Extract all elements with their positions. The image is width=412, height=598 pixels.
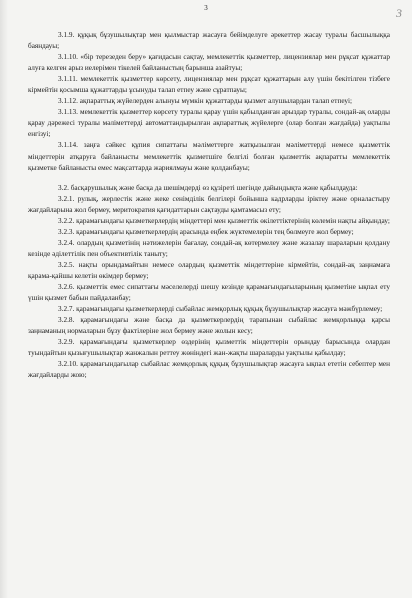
paragraph-3-2-4: 3.2.4. олардың қызметінің нәтижелерін бағалау, сондай-ақ көтермелеу және жазалау шараларын қолдану кезінде әділеттілік пен объективтілік таныту;	[28, 238, 390, 258]
paragraph-3-2-1: 3.2.1. рулық, жерлестік және жеке сенімділік белгілері бойынша кадрларды іріктеу және орналастыру жағдайларына жол бермеу, меритократия қағидаттарын сақтауды қамтамасыз ету;	[28, 194, 390, 214]
handwritten-page-mark: 3	[396, 6, 402, 20]
paragraph-3-2-8: 3.2.8. қарамағындағы және басқа да қызметкерлердің тарапынан сыбайлас жемқорлыққа қарсы заңнаманың нормаларын бұзу фактілеріне жол бермеу және жолын кесу;	[28, 316, 390, 336]
paragraph-3-2-7: 3.2.7. қарамағындағы қызметкерлерді сыбайлас жемқорлық құқық бұзушылықтар жасауға мәжбүрлемеу;	[58, 305, 383, 314]
paragraph-3-2-5: 3.2.5. нақты орындамайтын немесе олардың қызметтік міндеттеріне кірмейтін, сондай-ақ заңнамаға қарама-қайшы келетін өкімдер бермеу;	[28, 260, 390, 280]
paragraph-3-1-11: 3.1.11. мемлекеттік қызметтер көрсету, лицензиялар мен рұқсат құжаттарын алу үшін бекітілген тізбеге кірмейтін қосымша құжаттарды ұсынуды талап етпеу және сұратпауы;	[28, 75, 390, 95]
paragraph-3-2-9: 3.2.9. қарамағындағы қызметкерлер өздерінің қызметтік міндеттерін орындау барысында олардан туындайтын қызығушылықтар жанжалын реттеу жөніндегі жан-жақты шараларды уақтылы қабылдау;	[28, 338, 390, 358]
paragraph-3-2-3: 3.2.3. қарамағындағы қызметкерлердің арасында еңбек жүктемелерін тең бөлмеуге жол бермеу;	[58, 227, 354, 236]
scan-edge-shadow	[0, 0, 8, 598]
page-number: 3	[204, 4, 208, 12]
paragraph-3-1-12: 3.1.12. ақпараттық жүйелерден алынуы мүмкін құжаттарды қызмет алушылардан талап етпеуі;	[58, 97, 353, 106]
paragraph-3-2-2: 3.2.2. қарамағындағы қызметкерлердің міндеттері мен қызметтік өкілеттіктерінің көлемін нақты айқындау;	[58, 216, 390, 225]
paragraph-3-1-10: 3.1.10. «бір терезеден беру» қағидасын сақтау, мемлекеттік қызметтер, лицензиялар мен рұқсат құжаттар алуға келген арыз иелерімен тікелей байланыстың барынша азайтуы;	[28, 53, 390, 73]
paragraph-3-1-14: 3.1.14. заңға сәйкес құпия сипаттағы мәліметтерге жатқызылған мәліметтерді немесе қызметтік міндеттерін атқаруға байланысты мемлекеттік қызметшіге белгілі болған қызметтік ақпаратты мемлекеттік қызметке байланысты емес мақсаттарда жариялмауы және қолданбауы;	[28, 141, 390, 172]
paragraph-3-1-9: 3.1.9. құқық бұзушылықтар мен қылмыстар жасауға бейімделуге әрекеттер жасау туралы басшылыққа баяндауы;	[28, 31, 390, 51]
paragraph-3-2-10: 3.2.10. қарамағындағылар сыбайлас жемқорлық құқық бұзушылықтар жасауға ықпал ететін себептер мен жағдайларды жою;	[28, 360, 390, 380]
section-gap	[28, 174, 390, 183]
document-body	[28, 30, 390, 381]
paragraph-3-2-6: 3.2.6. қызметтік емес сипаттағы мәселелерді шешу кезінде қарамағындағыларының қызметіне ықпал ету үшін қызмет бабын пайдаланбау;	[28, 283, 390, 303]
paragraph-3-1-13: 3.1.13. мемлекеттік қызметтер көрсету туралы қарау үшін қабылданған арыздар туралы, сондай-ақ оларды қарау дәрежесі туралы мәліметтерді автоматтандырылған ақпараттық жүйелерге (олар болған жағдайда) уақтылы енгізуі;	[28, 108, 390, 139]
paragraph-3-2: 3.2. басқарушылық және басқа да шешімдерді өз құзіреті шегінде дайындықта және қабылдауда:	[58, 183, 358, 192]
